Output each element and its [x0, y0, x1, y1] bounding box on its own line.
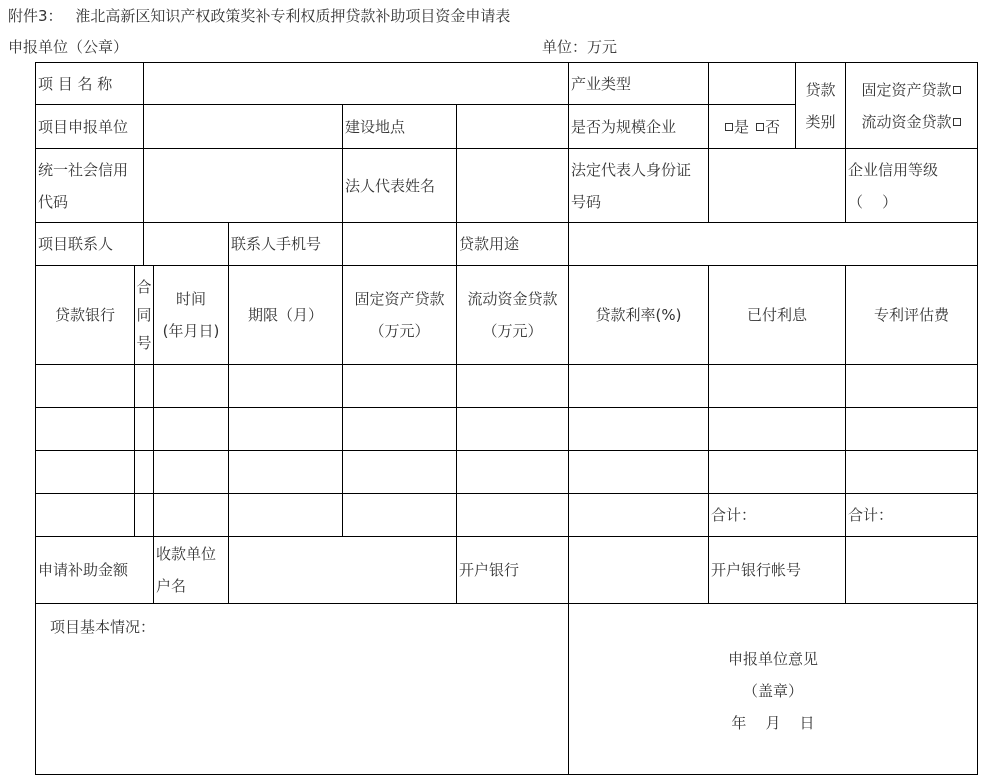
legal-rep-name-field[interactable] — [457, 149, 568, 222]
checkbox-icon[interactable] — [725, 123, 733, 131]
opinion-seal: （盖章） — [742, 682, 803, 700]
fixed-asset-loan-option[interactable]: 固定资产贷款 — [861, 74, 961, 106]
col-header-term: 期限（月） — [247, 306, 323, 324]
bank-name-field[interactable] — [569, 537, 708, 603]
credit-code-field[interactable] — [144, 149, 342, 222]
opinion-title: 申报单位意见 — [727, 650, 818, 668]
total-patent-fee-label: 合计： — [848, 506, 894, 524]
opinion-date: 年 月 日 — [731, 714, 815, 732]
industry-type-field[interactable] — [709, 63, 795, 104]
legal-rep-id-label: 法定代表人身份证 号码 — [571, 160, 692, 211]
loan-category-label: 贷款 类别 — [805, 80, 836, 131]
checkbox-icon[interactable] — [756, 123, 764, 131]
credit-code-label: 统一社会信用 代码 — [38, 160, 129, 211]
col-header-patent-fee: 专利评估费 — [873, 306, 949, 324]
contact-person-label: 项目联系人 — [38, 235, 114, 253]
col-header-paid-interest: 已付利息 — [746, 306, 807, 324]
col-header-working-loan: 流动资金贷款 （万元） — [467, 290, 558, 340]
scale-enterprise-options — [709, 105, 795, 148]
no-option[interactable]: 否 — [755, 111, 780, 143]
industry-type-label: 产业类型 — [571, 74, 632, 93]
checkbox-icon[interactable] — [953, 86, 961, 94]
bank-name-label: 开户银行 — [459, 561, 520, 579]
working-capital-loan-option[interactable]: 流动资金贷款 — [861, 106, 961, 138]
col-header-bank: 贷款银行 — [54, 306, 115, 324]
total-paid-interest-label: 合计： — [711, 506, 757, 524]
contact-phone-label: 联系人手机号 — [231, 235, 322, 253]
col-header-fixed-loan: 固定资产贷款 （万元） — [354, 290, 445, 340]
contact-person-field[interactable] — [144, 223, 228, 265]
checkbox-icon[interactable] — [953, 118, 961, 126]
legal-rep-id-field[interactable] — [709, 149, 845, 222]
loan-purpose-field[interactable] — [569, 223, 977, 265]
form-title: 淮北高新区知识产权政策奖补专利权质押贷款补助项目资金申请表 — [75, 7, 511, 25]
col-header-contract-no: 合 同 号 — [136, 278, 152, 352]
construction-site-field[interactable] — [457, 105, 568, 148]
currency-unit-label: 单位：万元 — [542, 38, 618, 56]
project-info-label: 项目基本情况： — [50, 618, 156, 636]
project-name-label: 项 目 名 称 — [38, 74, 113, 93]
table-row[interactable] — [36, 365, 977, 407]
bank-account-field[interactable] — [846, 537, 977, 603]
yes-option[interactable]: 是 — [724, 111, 749, 143]
construction-site-label: 建设地点 — [345, 117, 406, 136]
bank-account-label: 开户银行帐号 — [711, 561, 802, 579]
col-header-interest-rate: 贷款利率(%) — [595, 306, 682, 324]
applicant-opinion-box — [569, 604, 977, 774]
loan-purpose-label: 贷款用途 — [459, 235, 520, 253]
project-applicant-field[interactable] — [144, 105, 342, 148]
table-row[interactable] — [36, 451, 977, 493]
project-applicant-label: 项目申报单位 — [38, 117, 129, 136]
attachment-label: 附件3： — [8, 7, 63, 25]
loan-category-options — [846, 63, 977, 148]
contact-phone-field[interactable] — [343, 223, 456, 265]
credit-rating-label: 企业信用等级 （ ） — [848, 160, 939, 211]
project-name-field[interactable] — [144, 63, 568, 104]
scale-enterprise-label: 是否为规模企业 — [571, 117, 677, 136]
legal-rep-name-label: 法人代表姓名 — [345, 176, 436, 195]
applicant-unit-label: 申报单位（公章） — [8, 38, 129, 56]
project-info-field[interactable] — [36, 640, 568, 774]
table-row[interactable] — [36, 408, 977, 450]
subsidy-amount-label: 申请补助金额 — [38, 561, 129, 579]
payee-name-label: 收款单位 户名 — [156, 545, 217, 595]
payee-name-field[interactable] — [229, 537, 456, 603]
col-header-date: 时间 (年月日) — [162, 290, 220, 340]
